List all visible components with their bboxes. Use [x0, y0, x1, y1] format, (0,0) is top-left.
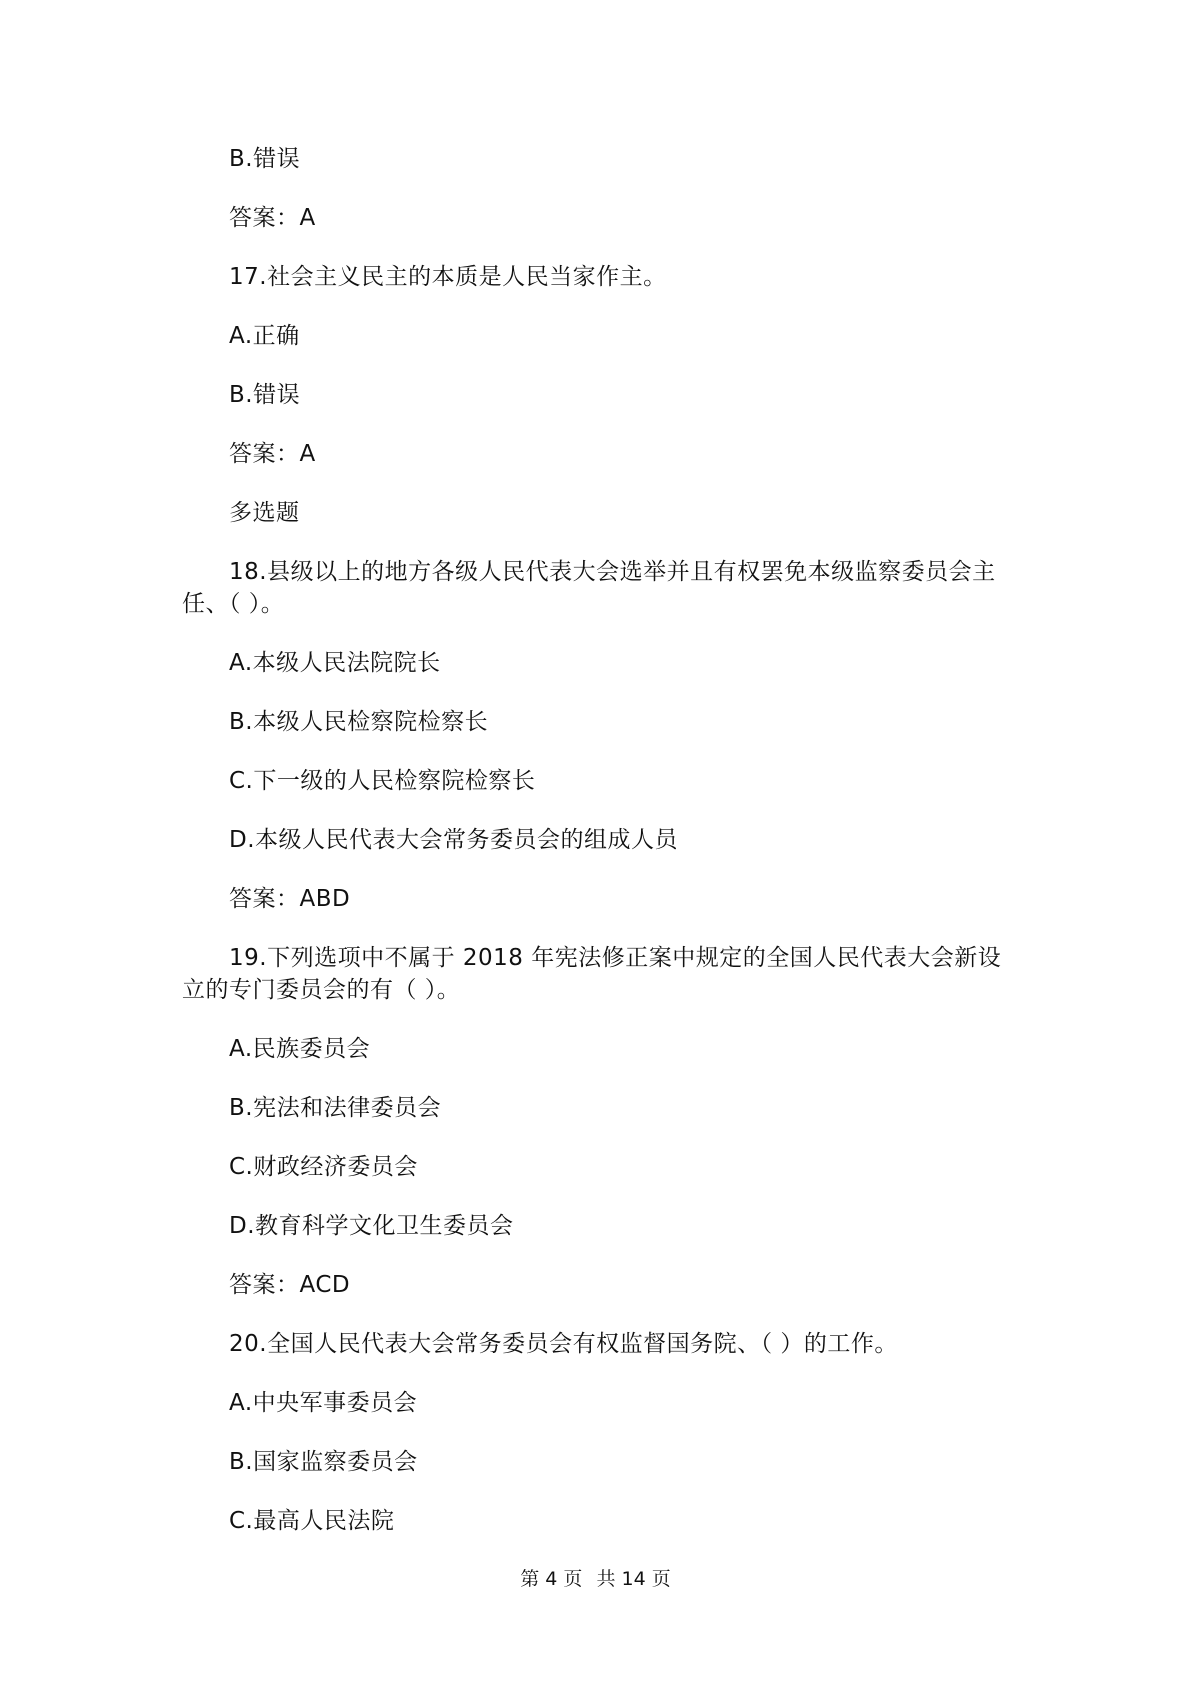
- answer-text: 答案：A: [229, 205, 316, 231]
- answer-text: 答案：A: [229, 441, 316, 467]
- option-text: D.本级人民代表大会常务委员会的组成人员: [229, 827, 679, 853]
- question-19: 19.下列选项中不属于 2018 年宪法修正案中规定的全国人民代表大会新设: [229, 945, 1002, 971]
- option-text: C.最高人民法院: [229, 1508, 395, 1534]
- section-heading: 多选题: [229, 500, 300, 526]
- question-17: 17.社会主义民主的本质是人民当家作主。: [229, 264, 667, 290]
- option-text: B.宪法和法律委员会: [229, 1095, 442, 1121]
- option-text: A.民族委员会: [229, 1036, 371, 1062]
- answer-text: 答案：ABD: [229, 886, 351, 912]
- option-text: B.国家监察委员会: [229, 1449, 418, 1475]
- option-text: B.错误: [229, 382, 301, 408]
- question-18-continued: 任、（ ）。: [182, 591, 285, 617]
- option-text: C.财政经济委员会: [229, 1154, 418, 1180]
- question-18: 18.县级以上的地方各级人民代表大会选举并且有权罢免本级监察委员会主: [229, 559, 996, 585]
- question-20: 20.全国人民代表大会常务委员会有权监督国务院、（ ）的工作。: [229, 1331, 898, 1357]
- question-19-continued: 立的专门委员会的有（ ）。: [182, 977, 461, 1003]
- page-footer: [0, 1566, 1191, 1592]
- page-total: 共 14 页: [596, 1568, 671, 1590]
- option-text: B.错误: [229, 146, 301, 172]
- option-text: A.中央军事委员会: [229, 1390, 418, 1416]
- page-number: 第 4 页: [520, 1568, 583, 1590]
- option-text: D.教育科学文化卫生委员会: [229, 1213, 514, 1239]
- option-text: A.本级人民法院院长: [229, 650, 441, 676]
- option-text: A.正确: [229, 323, 300, 349]
- option-text: C.下一级的人民检察院检察长: [229, 768, 536, 794]
- answer-text: 答案：ACD: [229, 1272, 351, 1298]
- option-text: B.本级人民检察院检察长: [229, 709, 489, 735]
